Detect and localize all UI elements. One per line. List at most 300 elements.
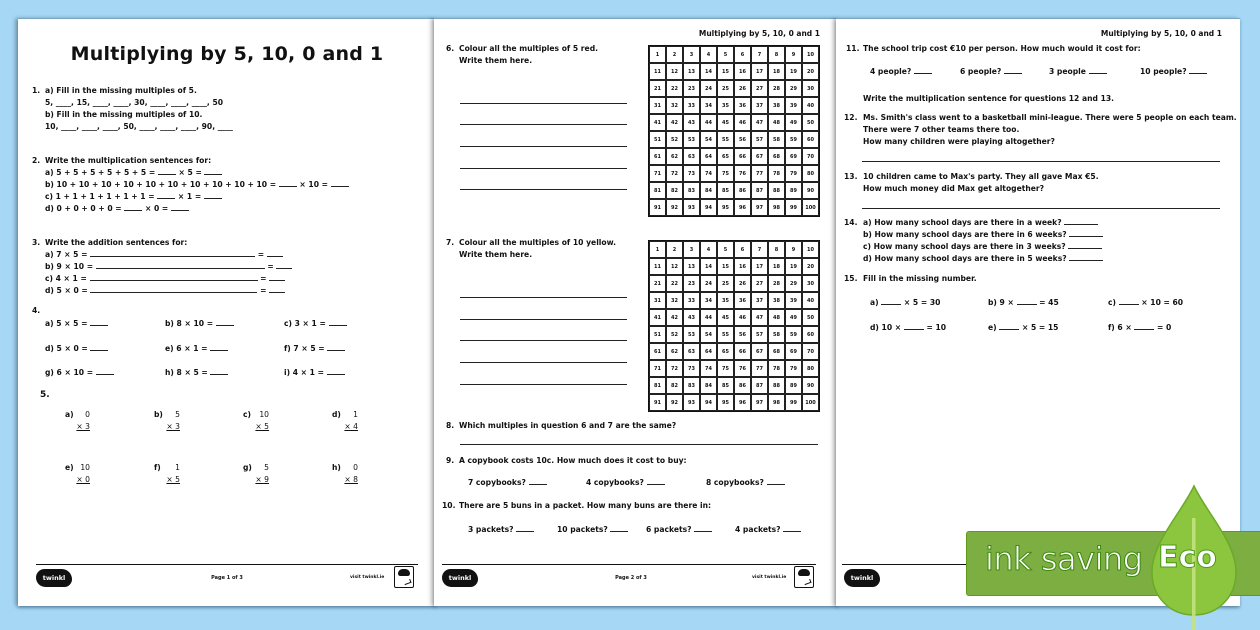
q4b: b) 8 × 10 =: [165, 318, 234, 330]
hundred-square-cell[interactable]: 27: [751, 275, 768, 292]
hundred-square-cell[interactable]: 24: [700, 80, 717, 97]
hundred-square-cell[interactable]: 85: [717, 377, 734, 394]
hundred-square-cell[interactable]: 96: [734, 199, 751, 216]
hundred-square-cell[interactable]: 73: [683, 165, 700, 182]
hundred-square-cell[interactable]: 43: [683, 309, 700, 326]
q5d-label: d): [332, 410, 341, 419]
hundred-square-cell[interactable]: 69: [785, 148, 802, 165]
hundred-square-cell[interactable]: 10: [802, 46, 819, 63]
hundred-square-cell[interactable]: 9: [785, 46, 802, 63]
running-header: Multiplying by 5, 10, 0 and 1: [1100, 29, 1222, 38]
q6-line2: Write them here.: [459, 56, 533, 65]
hundred-square-cell[interactable]: 60: [802, 131, 819, 148]
hundred-square-cell[interactable]: 14: [700, 63, 717, 80]
q6-answer-line[interactable]: [460, 168, 627, 169]
hundred-square-cell[interactable]: 26: [734, 80, 751, 97]
q5a: 0 × 3: [76, 410, 90, 431]
hundred-square-cell[interactable]: 3: [683, 241, 700, 258]
hundred-square-cell[interactable]: 51: [649, 131, 666, 148]
hundred-square-cell[interactable]: 90: [802, 182, 819, 199]
hundred-square-cell[interactable]: 67: [751, 343, 768, 360]
twinkl-logo: twinkl: [36, 569, 72, 587]
hundred-square-cell[interactable]: 45: [717, 114, 734, 131]
hundred-square-cell[interactable]: 47: [751, 114, 768, 131]
hundred-square-cell[interactable]: 58: [768, 326, 785, 343]
hundred-square-cell[interactable]: 31: [649, 292, 666, 309]
hundred-square-cell[interactable]: 34: [700, 97, 717, 114]
q4h: h) 8 × 5 =: [165, 367, 228, 379]
q10-item: 3 packets?: [468, 524, 534, 536]
q5b-label: b): [154, 410, 163, 419]
hundred-square-cell[interactable]: 95: [717, 199, 734, 216]
q14d: d) How many school days are there in 5 weeks?: [863, 253, 1103, 265]
q13-number: 13.: [844, 172, 858, 181]
hundred-square-cell[interactable]: 97: [751, 199, 768, 216]
hundred-square-cell[interactable]: 84: [700, 377, 717, 394]
hundred-square-cell[interactable]: 53: [683, 326, 700, 343]
hundred-square-cell[interactable]: 26: [734, 275, 751, 292]
hundred-square-cell[interactable]: 55: [717, 326, 734, 343]
hundred-square-cell[interactable]: 70: [802, 148, 819, 165]
hundred-square-cell[interactable]: 79: [785, 165, 802, 182]
hundred-square-cell[interactable]: 74: [700, 165, 717, 182]
twinkl-logo: twinkl: [844, 569, 880, 587]
hundred-square-cell[interactable]: 28: [768, 275, 785, 292]
q7-line2: Write them here.: [459, 250, 533, 259]
hundred-square-cell[interactable]: 79: [785, 360, 802, 377]
hundred-square-cell[interactable]: 65: [717, 343, 734, 360]
hundred-square-cell[interactable]: 12: [666, 63, 683, 80]
hundred-square-cell[interactable]: 81: [649, 377, 666, 394]
hundred-square-cell[interactable]: 66: [734, 148, 751, 165]
q7-answer-line[interactable]: [460, 362, 627, 363]
hundred-square-cell[interactable]: 16: [734, 258, 751, 275]
q7-answer-line[interactable]: [460, 297, 627, 298]
hundred-square-cell[interactable]: 23: [683, 275, 700, 292]
hundred-square-cell[interactable]: 1: [649, 241, 666, 258]
hundred-square-cell[interactable]: 29: [785, 275, 802, 292]
hundred-square-cell[interactable]: 8: [768, 46, 785, 63]
hundred-square-cell[interactable]: 90: [802, 377, 819, 394]
hundred-square-cell[interactable]: 89: [785, 182, 802, 199]
q12-line1: Ms. Smith's class went to a basketball mini-league. There were 5 people on each team.: [863, 113, 1237, 122]
hundred-square-cell[interactable]: 93: [683, 394, 700, 411]
hundred-square-cell[interactable]: 62: [666, 343, 683, 360]
hundred-square-cell[interactable]: 35: [717, 292, 734, 309]
hundred-square-cell[interactable]: 19: [785, 63, 802, 80]
hundred-square-cell[interactable]: 82: [666, 377, 683, 394]
eco-badge-label: Eco: [1158, 540, 1217, 575]
hundred-square-cell[interactable]: 91: [649, 394, 666, 411]
hundred-square-cell[interactable]: 88: [768, 182, 785, 199]
hundred-square-cell[interactable]: 96: [734, 394, 751, 411]
hundred-square-cell[interactable]: 64: [700, 148, 717, 165]
hundred-square-cell[interactable]: 17: [751, 63, 768, 80]
q6-number: 6.: [446, 44, 455, 53]
hundred-square-cell[interactable]: 5: [717, 241, 734, 258]
q5b: 5 × 3: [166, 410, 180, 431]
hundred-square-cell[interactable]: 18: [768, 63, 785, 80]
q7-number: 7.: [446, 238, 455, 247]
page-number: Page 1 of 3: [211, 575, 243, 581]
hundred-square-cell[interactable]: 57: [751, 131, 768, 148]
hundred-square-cell[interactable]: 87: [751, 182, 768, 199]
hundred-square-cell[interactable]: 54: [700, 326, 717, 343]
q2b: b) 10 + 10 + 10 + 10 + 10 + 10 + 10 + 10 + 10 + 10 = × 10 =: [45, 179, 349, 191]
page-title: Multiplying by 5, 10, 0 and 1: [70, 43, 384, 65]
hundred-square-cell[interactable]: 58: [768, 131, 785, 148]
q5g: 5 × 9: [255, 463, 269, 484]
hundred-square-cell[interactable]: 91: [649, 199, 666, 216]
q8-text: Which multiples in question 6 and 7 are the same?: [459, 421, 677, 430]
hundred-square-cell[interactable]: 5: [717, 46, 734, 63]
q7-answer-line[interactable]: [460, 384, 627, 385]
hundred-square-cell[interactable]: 76: [734, 360, 751, 377]
hundred-square-cell[interactable]: 22: [666, 275, 683, 292]
q15d: d) 10 × = 10: [870, 323, 947, 332]
hundred-square-cell[interactable]: 98: [768, 199, 785, 216]
q1-number: 1.: [32, 86, 41, 95]
hundred-square-cell[interactable]: 61: [649, 148, 666, 165]
hundred-square-cell[interactable]: 100: [802, 394, 819, 411]
hundred-square-cell[interactable]: 9: [785, 241, 802, 258]
hundred-square-cell[interactable]: 89: [785, 377, 802, 394]
q3d: d) 5 × 0 = =: [45, 285, 285, 297]
q3-text: Write the addition sentences for:: [45, 238, 188, 247]
page-number: Page 2 of 3: [615, 575, 647, 581]
hundred-square-cell[interactable]: 33: [683, 292, 700, 309]
q5-number: 5.: [40, 390, 50, 400]
hundred-square-cell[interactable]: 62: [666, 148, 683, 165]
hundred-square-cell[interactable]: 20: [802, 258, 819, 275]
hundred-square-cell[interactable]: 40: [802, 292, 819, 309]
q3c: c) 4 × 1 = =: [45, 273, 285, 285]
hundred-square-cell[interactable]: 75: [717, 360, 734, 377]
hundred-square-cell[interactable]: 63: [683, 343, 700, 360]
hundred-square-cell[interactable]: 77: [751, 360, 768, 377]
q11-item: 4 people?: [870, 66, 932, 78]
hundred-square-cell[interactable]: 38: [768, 97, 785, 114]
q6-answer-line[interactable]: [460, 189, 627, 190]
q10-item: 6 packets?: [646, 524, 712, 536]
hundred-square-cell[interactable]: 74: [700, 360, 717, 377]
q4-number: 4.: [32, 306, 41, 315]
instruction-text: Write the multiplication sentence for questions 12 and 13.: [863, 94, 1115, 103]
hundred-square-cell[interactable]: 98: [768, 394, 785, 411]
q10-number: 10.: [442, 501, 456, 510]
hundred-square-cell[interactable]: 37: [751, 292, 768, 309]
hundred-square-cell[interactable]: 46: [734, 114, 751, 131]
q11-item: 6 people?: [960, 66, 1022, 78]
q4a: a) 5 × 5 =: [45, 318, 108, 330]
q15b: b) 9 × = 45: [988, 298, 1059, 307]
hundred-square-cell[interactable]: 56: [734, 131, 751, 148]
q15e: e) × 5 = 15: [988, 323, 1059, 332]
hundred-square-cell[interactable]: 46: [734, 309, 751, 326]
hundred-square-cell[interactable]: 94: [700, 199, 717, 216]
hundred-square-cell[interactable]: 49: [785, 114, 802, 131]
hundred-square-cell[interactable]: 65: [717, 148, 734, 165]
q12-line3: How many children were playing altogether?: [863, 137, 1055, 146]
hundred-square-cell[interactable]: 41: [649, 114, 666, 131]
q4c: c) 3 × 1 =: [284, 318, 347, 330]
hundred-square-cell[interactable]: 50: [802, 114, 819, 131]
worksheet-page-2: [434, 18, 838, 606]
hundred-square-cell[interactable]: 77: [751, 165, 768, 182]
hundred-square-cell[interactable]: 72: [666, 165, 683, 182]
q7-answer-line[interactable]: [460, 340, 627, 341]
q14b: b) How many school days are there in 6 weeks?: [863, 229, 1103, 241]
hundred-square-cell[interactable]: 12: [666, 258, 683, 275]
hundred-square-cell[interactable]: 75: [717, 165, 734, 182]
hundred-square-cell[interactable]: 67: [751, 148, 768, 165]
quality-badge-icon: [794, 566, 814, 588]
hundred-square-cell[interactable]: 78: [768, 360, 785, 377]
hundred-square-cell[interactable]: 83: [683, 377, 700, 394]
q4i: i) 4 × 1 =: [284, 367, 345, 379]
hundred-square-cell[interactable]: 17: [751, 258, 768, 275]
hundred-square-cell[interactable]: 6: [734, 46, 751, 63]
hundred-square-cell[interactable]: 32: [666, 292, 683, 309]
hundred-square-cell[interactable]: 76: [734, 165, 751, 182]
q10-item: 4 packets?: [735, 524, 801, 536]
q1b-sequence: 10, ____, ____, ____, 50, ____, ____, ____, 90, ____: [45, 122, 233, 131]
hundred-square-cell[interactable]: 47: [751, 309, 768, 326]
hundred-square-cell[interactable]: 39: [785, 97, 802, 114]
hundred-square-cell[interactable]: 23: [683, 80, 700, 97]
hundred-square-cell[interactable]: 100: [802, 199, 819, 216]
q15f: f) 6 × = 0: [1108, 323, 1172, 332]
hundred-square-cell[interactable]: 40: [802, 97, 819, 114]
hundred-square-cell[interactable]: 63: [683, 148, 700, 165]
hundred-square-cell[interactable]: 38: [768, 292, 785, 309]
hundred-square-cell[interactable]: 13: [683, 63, 700, 80]
hundred-square-cell[interactable]: 48: [768, 309, 785, 326]
hundred-square-cell[interactable]: 80: [802, 165, 819, 182]
q2a: a) 5 + 5 + 5 + 5 + 5 + 5 = × 5 =: [45, 167, 222, 179]
hundred-square-cell[interactable]: 84: [700, 182, 717, 199]
hundred-square-cell[interactable]: 73: [683, 360, 700, 377]
hundred-square-cell[interactable]: 87: [751, 377, 768, 394]
q6-answer-line[interactable]: [460, 146, 627, 147]
hundred-square-cell[interactable]: 20: [802, 63, 819, 80]
hundred-square-cell[interactable]: 1: [649, 46, 666, 63]
hundred-square-cell[interactable]: 16: [734, 63, 751, 80]
hundred-square-cell[interactable]: 80: [802, 360, 819, 377]
hundred-square-cell[interactable]: 6: [734, 241, 751, 258]
visit-link[interactable]: visit twinkl.ie: [350, 575, 385, 580]
q5f: 1 × 5: [166, 463, 180, 484]
q9-item: 8 copybooks?: [706, 477, 785, 489]
hundred-square-cell[interactable]: 11: [649, 63, 666, 80]
hundred-square-cell[interactable]: 14: [700, 258, 717, 275]
q13-line1: 10 children came to Max's party. They all gave Max €5.: [863, 172, 1099, 181]
hundred-square-cell[interactable]: 68: [768, 148, 785, 165]
hundred-square-cell[interactable]: 97: [751, 394, 768, 411]
hundred-square-cell[interactable]: 81: [649, 182, 666, 199]
hundred-square-cell[interactable]: 68: [768, 343, 785, 360]
q8-number: 8.: [446, 421, 455, 430]
hundred-square-cell[interactable]: 37: [751, 97, 768, 114]
hundred-square-cell[interactable]: 66: [734, 343, 751, 360]
q15a: a) × 5 = 30: [870, 298, 941, 307]
q13-answer-line[interactable]: [862, 208, 1220, 209]
hundred-square-cell[interactable]: 86: [734, 182, 751, 199]
hundred-square-cell[interactable]: 60: [802, 326, 819, 343]
hundred-square-cell[interactable]: 92: [666, 199, 683, 216]
q6-line1: Colour all the multiples of 5 red.: [459, 44, 599, 53]
q7-line1: Colour all the multiples of 10 yellow.: [459, 238, 617, 247]
q3a: a) 7 × 5 = =: [45, 249, 283, 261]
hundred-square-cell[interactable]: 59: [785, 131, 802, 148]
q5h: 0 × 8: [344, 463, 358, 484]
hundred-square-cell[interactable]: 71: [649, 165, 666, 182]
hundred-square-cell[interactable]: 7: [751, 241, 768, 258]
q5e: 10 × 0: [76, 463, 90, 484]
hundred-square-cell[interactable]: 22: [666, 80, 683, 97]
hundred-square-cell[interactable]: 99: [785, 394, 802, 411]
q10-item: 10 packets?: [557, 524, 628, 536]
hundred-square-cell[interactable]: 21: [649, 275, 666, 292]
q11-item: 10 people?: [1140, 66, 1207, 78]
q5c: 10 × 5: [255, 410, 269, 431]
q7-answer-line[interactable]: [460, 319, 627, 320]
q1a-sequence: 5, ____, 15, ____, ____, 30, ____, ____, ____, 50: [45, 98, 224, 107]
hundred-square-cell[interactable]: 4: [700, 46, 717, 63]
hundred-square-cell[interactable]: 61: [649, 343, 666, 360]
hundred-square-cell[interactable]: 92: [666, 394, 683, 411]
hundred-square-cell[interactable]: 25: [717, 275, 734, 292]
q5f-label: f): [154, 463, 161, 472]
q14-number: 14.: [844, 218, 858, 227]
hundred-square-cell[interactable]: 11: [649, 258, 666, 275]
hundred-square-cell[interactable]: 94: [700, 394, 717, 411]
hundred-square-cell[interactable]: 10: [802, 241, 819, 258]
hundred-square-cell[interactable]: 2: [666, 46, 683, 63]
q12-answer-line[interactable]: [862, 161, 1220, 162]
hundred-square-cell[interactable]: 44: [700, 309, 717, 326]
hundred-square-cell[interactable]: 32: [666, 97, 683, 114]
hundred-square-cell[interactable]: 33: [683, 97, 700, 114]
hundred-square-cell[interactable]: 93: [683, 199, 700, 216]
hundred-square-cell[interactable]: 54: [700, 131, 717, 148]
hundred-square-cell[interactable]: 34: [700, 292, 717, 309]
hundred-square-cell[interactable]: 31: [649, 97, 666, 114]
q5a-label: a): [65, 410, 74, 419]
hundred-square-cell[interactable]: 15: [717, 258, 734, 275]
hundred-square-cell[interactable]: 3: [683, 46, 700, 63]
visit-link[interactable]: visit twinkl.ie: [752, 575, 787, 580]
hundred-square-cell[interactable]: 43: [683, 114, 700, 131]
hundred-square-cell[interactable]: 82: [666, 182, 683, 199]
hundred-square-cell[interactable]: 53: [683, 131, 700, 148]
hundred-square-cell[interactable]: 95: [717, 394, 734, 411]
hundred-square-cell[interactable]: 78: [768, 165, 785, 182]
hundred-square-cell[interactable]: 35: [717, 97, 734, 114]
hundred-square-cell[interactable]: 50: [802, 309, 819, 326]
hundred-square-cell[interactable]: 45: [717, 309, 734, 326]
hundred-square-cell[interactable]: 28: [768, 80, 785, 97]
hundred-square-cell[interactable]: 72: [666, 360, 683, 377]
hundred-square-cell[interactable]: 85: [717, 182, 734, 199]
q8-answer-line[interactable]: [460, 444, 818, 445]
q15-number: 15.: [844, 274, 858, 283]
hundred-square-cell[interactable]: 39: [785, 292, 802, 309]
hundred-square-cell[interactable]: 29: [785, 80, 802, 97]
q5d: 1 × 4: [344, 410, 358, 431]
q14a: a) How many school days are there in a week?: [863, 217, 1098, 229]
hundred-square-cell[interactable]: 7: [751, 46, 768, 63]
hundred-square-cell[interactable]: 51: [649, 326, 666, 343]
hundred-square-cell[interactable]: 21: [649, 80, 666, 97]
q2c: c) 1 + 1 + 1 + 1 + 1 + 1 = × 1 =: [45, 191, 222, 203]
hundred-square-cell[interactable]: 70: [802, 343, 819, 360]
hundred-square-cell[interactable]: 56: [734, 326, 751, 343]
hundred-square-cell[interactable]: 69: [785, 343, 802, 360]
hundred-square-cell[interactable]: 15: [717, 63, 734, 80]
hundred-square-cell[interactable]: 27: [751, 80, 768, 97]
hundred-square-cell[interactable]: 52: [666, 326, 683, 343]
q6-answer-line[interactable]: [460, 103, 627, 104]
q12-line2: There were 7 other teams there too.: [863, 125, 1020, 134]
hundred-square-cell[interactable]: 59: [785, 326, 802, 343]
hundred-square-q7[interactable]: [648, 240, 820, 412]
hundred-square-cell[interactable]: 8: [768, 241, 785, 258]
footer-rule: [36, 564, 418, 565]
hundred-square-cell[interactable]: 36: [734, 97, 751, 114]
hundred-square-cell[interactable]: 55: [717, 131, 734, 148]
q14c: c) How many school days are there in 3 weeks?: [863, 241, 1102, 253]
hundred-square-cell[interactable]: 57: [751, 326, 768, 343]
q9-item: 4 copybooks?: [586, 477, 665, 489]
hundred-square-cell[interactable]: 48: [768, 114, 785, 131]
hundred-square-cell[interactable]: 71: [649, 360, 666, 377]
hundred-square-cell[interactable]: 86: [734, 377, 751, 394]
hundred-square-q6[interactable]: [648, 45, 820, 217]
ink-saving-label: ink saving: [985, 540, 1143, 578]
q4d: d) 5 × 0 =: [45, 343, 108, 355]
hundred-square-cell[interactable]: 30: [802, 80, 819, 97]
running-header: Multiplying by 5, 10, 0 and 1: [698, 29, 820, 38]
hundred-square-cell[interactable]: 2: [666, 241, 683, 258]
q5e-label: e): [65, 463, 74, 472]
hundred-square-cell[interactable]: 25: [717, 80, 734, 97]
worksheet-page-1: [18, 18, 436, 606]
hundred-square-cell[interactable]: 19: [785, 258, 802, 275]
quality-badge-icon: [394, 566, 414, 588]
hundred-square-cell[interactable]: 52: [666, 131, 683, 148]
q4e: e) 6 × 1 =: [165, 343, 228, 355]
hundred-square-cell[interactable]: 13: [683, 258, 700, 275]
hundred-square-cell[interactable]: 99: [785, 199, 802, 216]
hundred-square-cell[interactable]: 41: [649, 309, 666, 326]
hundred-square-cell[interactable]: 42: [666, 114, 683, 131]
q6-answer-line[interactable]: [460, 124, 627, 125]
hundred-square-cell[interactable]: 24: [700, 275, 717, 292]
hundred-square-cell[interactable]: 42: [666, 309, 683, 326]
hundred-square-cell[interactable]: 83: [683, 182, 700, 199]
hundred-square-cell[interactable]: 36: [734, 292, 751, 309]
q1a-text: a) Fill in the missing multiples of 5.: [45, 86, 197, 95]
hundred-square-cell[interactable]: 44: [700, 114, 717, 131]
hundred-square-cell[interactable]: 88: [768, 377, 785, 394]
hundred-square-cell[interactable]: 4: [700, 241, 717, 258]
hundred-square-cell[interactable]: 18: [768, 258, 785, 275]
hundred-square-cell[interactable]: 64: [700, 343, 717, 360]
hundred-square-cell[interactable]: 30: [802, 275, 819, 292]
hundred-square-cell[interactable]: 49: [785, 309, 802, 326]
q10-text: There are 5 buns in a packet. How many buns are there in:: [459, 501, 712, 510]
